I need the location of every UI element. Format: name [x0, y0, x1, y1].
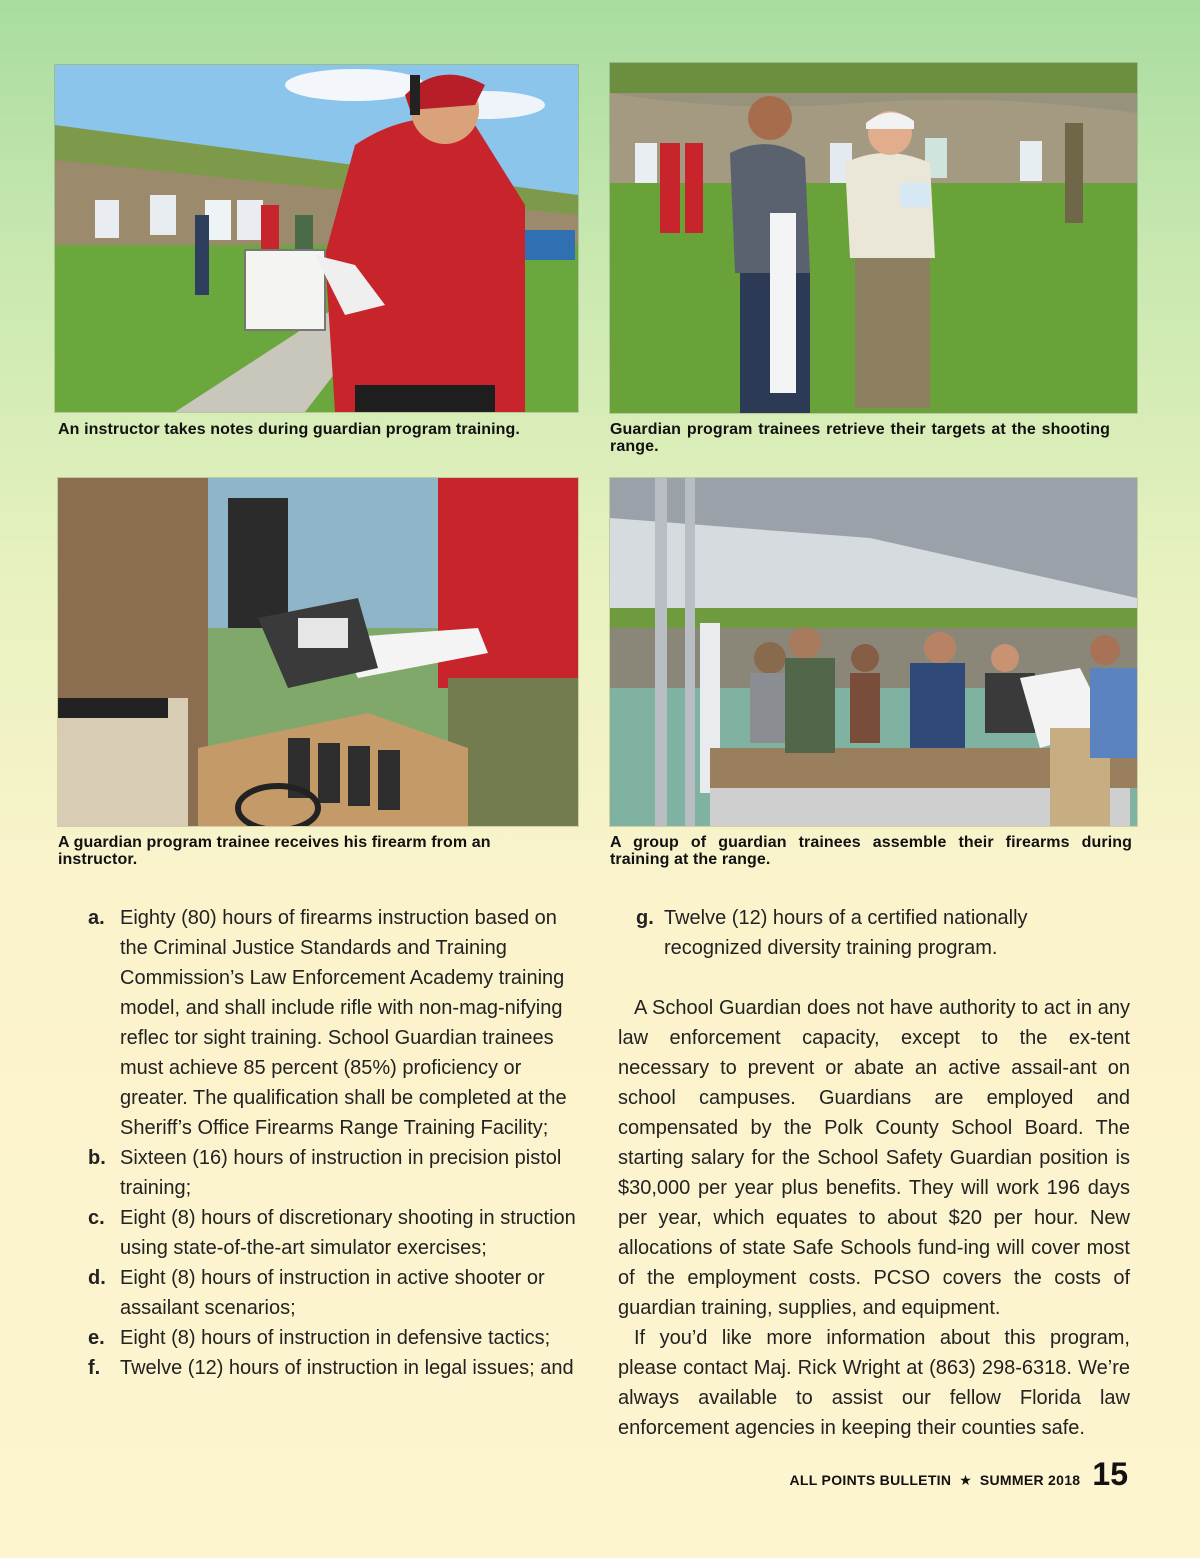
list-item-text: Eight (8) hours of instruction in active shooter or assailant scenarios; — [120, 1267, 545, 1319]
star-icon: ★ — [959, 1472, 972, 1488]
list-item-g — [618, 903, 1130, 963]
list-item — [88, 1323, 588, 1353]
list-item-text: Eighty (80) hours of firearms instruction based on the Criminal Justice Standards and Training Commission’s Law Enforcement Academy training model, and shall include rifle with non-mag-nifying reflec tor sight training. School Guardian trainees must achieve 85 percent (85%) proficiency or greater. The qualification shall be completed at the Sheriff’s Office Firearms Range Training Facility; — [120, 907, 567, 1139]
trainees-targets-caption: Guardian program trainees retrieve their targets at the shooting range. — [610, 421, 1110, 455]
page-footer — [790, 1456, 1129, 1493]
publication-name: ALL POINTS BULLETIN — [789, 1472, 952, 1488]
list-item-text: Eight (8) hours of discretionary shooting in struction using state-of-the-art simulator exercises; — [120, 1207, 576, 1259]
guardian-authority-paragraph: A School Guardian does not have authority to act in any law enforcement capacity, except to the ex-tent necessary to prevent or abate an active assail-ant on school campuses. Guardians are employed and compensated by the Polk County School Board. The starting salary for the School Safety Guardian position is $30,000 per year plus benefits. They will work 196 days per year, which equates to about $20 per hour. New allocations of state Safe Schools fund-ing will cover most of the employment costs. PCSO covers the costs of guardian training, supplies, and equipment. — [618, 997, 1130, 1319]
assemble-firearms-photo — [609, 477, 1138, 827]
list-item — [88, 1353, 588, 1383]
list-item — [88, 903, 588, 1143]
list-item-text: Twelve (12) hours of a certified nationally recognized diversity training program. — [664, 907, 1028, 959]
list-marker: d. — [88, 1267, 106, 1289]
issue-season: SUMMER 2018 — [979, 1472, 1081, 1488]
list-marker: b. — [88, 1147, 106, 1169]
contact-paragraph: If you’d like more information about this program, please contact Maj. Rick Wright at (863) 298-6318. We’re always available to assist our fellow Florida law enforcement agencies in keeping their counties safe. — [618, 1327, 1130, 1439]
trainees-targets-photo — [609, 62, 1138, 414]
list-item-text: Twelve (12) hours of instruction in legal issues; and — [120, 1357, 574, 1379]
list-marker: a. — [88, 907, 105, 929]
list-marker: e. — [88, 1327, 105, 1349]
firearm-handoff-caption: A guardian program trainee receives his firearm from an instructor. — [58, 834, 491, 868]
training-requirements-list — [88, 903, 588, 1383]
firearm-handoff-photo — [57, 477, 579, 827]
instructor-notes-caption: An instructor takes notes during guardian program training. — [58, 421, 520, 438]
list-marker: f. — [88, 1357, 101, 1379]
assemble-firearms-illustration — [610, 478, 1137, 826]
list-item-text: Sixteen (16) hours of instruction in precision pistol training; — [120, 1147, 562, 1199]
trainees-targets-illustration — [610, 63, 1137, 413]
right-column — [618, 903, 1130, 1443]
list-item-text: Eight (8) hours of instruction in defensive tactics; — [120, 1327, 551, 1349]
page-number: 15 — [1092, 1456, 1128, 1492]
list-item — [88, 1143, 588, 1203]
instructor-notes-photo — [54, 64, 579, 413]
firearm-handoff-illustration — [58, 478, 578, 826]
list-marker: c. — [88, 1207, 105, 1229]
instructor-notes-illustration — [55, 65, 578, 412]
list-item — [88, 1203, 588, 1263]
list-marker: g. — [636, 907, 654, 929]
list-item — [88, 1263, 588, 1323]
assemble-firearms-caption: A group of guardian trainees assemble their firearms during training at the range. — [610, 834, 1132, 868]
